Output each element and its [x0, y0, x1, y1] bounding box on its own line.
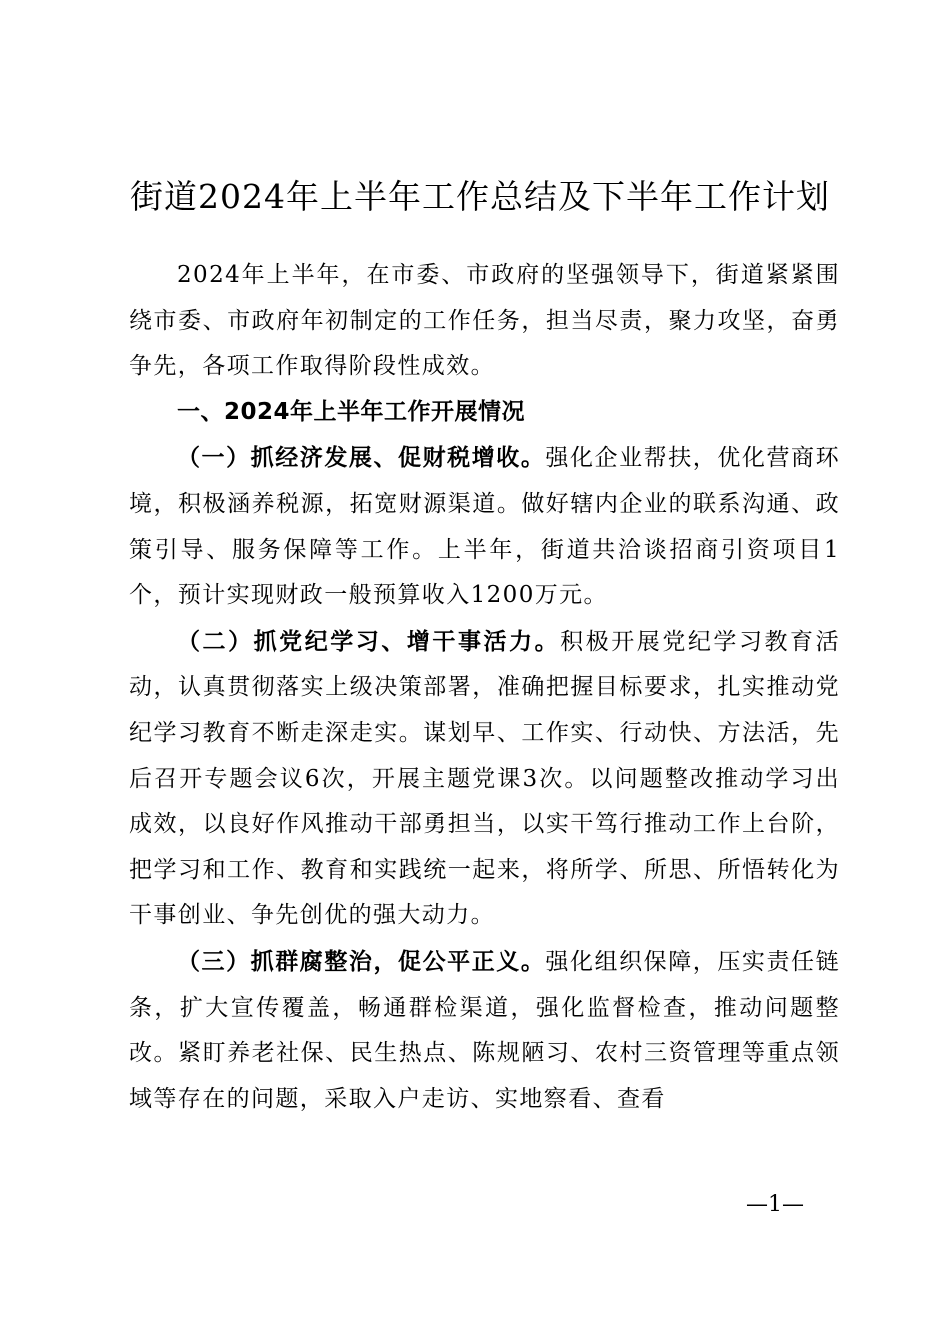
- item-paragraph-3: [129, 939, 840, 1122]
- item-lead-1: （一）抓经济发展、促财税增收。: [177, 444, 546, 472]
- document-body: [129, 253, 840, 1122]
- page-number: —1—: [746, 1192, 804, 1217]
- item-paragraph-1: [129, 435, 840, 618]
- item-text-2: 积极开展党纪学习教育活动，认真贯彻落实上级决策部署，准确把握目标要求，扎实推动党纪学习教育不断走深走实。谋划早、工作实、行动快、方法活，先后召开专题会议6次，开展主题党课3次。以问题整改推动学习出成效，以良好作风推动干部勇担当，以实干笃行推动工作上台阶，把学习和工作、教育和实践统一起来，将所学、所思、所悟转化为干事创业、争先创优的强大动力。: [129, 628, 840, 929]
- item-lead-2: （二）抓党纪学习、增干事活力。: [177, 627, 561, 655]
- section-heading: 一、2024年上半年工作开展情况: [177, 398, 526, 425]
- document-title: 街道2024年上半年工作总结及下半年工作计划: [130, 177, 830, 216]
- item-paragraph-2: [129, 619, 840, 939]
- intro-paragraph: 2024年上半年，在市委、市政府的坚强领导下，街道紧紧围绕市委、市政府年初制定的工作任务，担当尽责，聚力攻坚，奋勇争先，各项工作取得阶段性成效。: [129, 262, 840, 380]
- item-text-1: 强化企业帮扶，优化营商环境，积极涵养税源，拓宽财源渠道。做好辖内企业的联系沟通、政策引导、服务保障等工作。上半年，街道共洽谈招商引资项目1个，预计实现财政一般预算收入1200万元。: [129, 445, 840, 609]
- item-lead-3: （三）抓群腐整治，促公平正义。: [177, 947, 546, 975]
- item-text-3: 强化组织保障，压实责任链条，扩大宣传覆盖，畅通群检渠道，强化监督检查，推动问题整改。紧盯养老社保、民生热点、陈规陋习、农村三资管理等重点领域等存在的问题，采取入户走访、实地察看、查看: [129, 948, 840, 1112]
